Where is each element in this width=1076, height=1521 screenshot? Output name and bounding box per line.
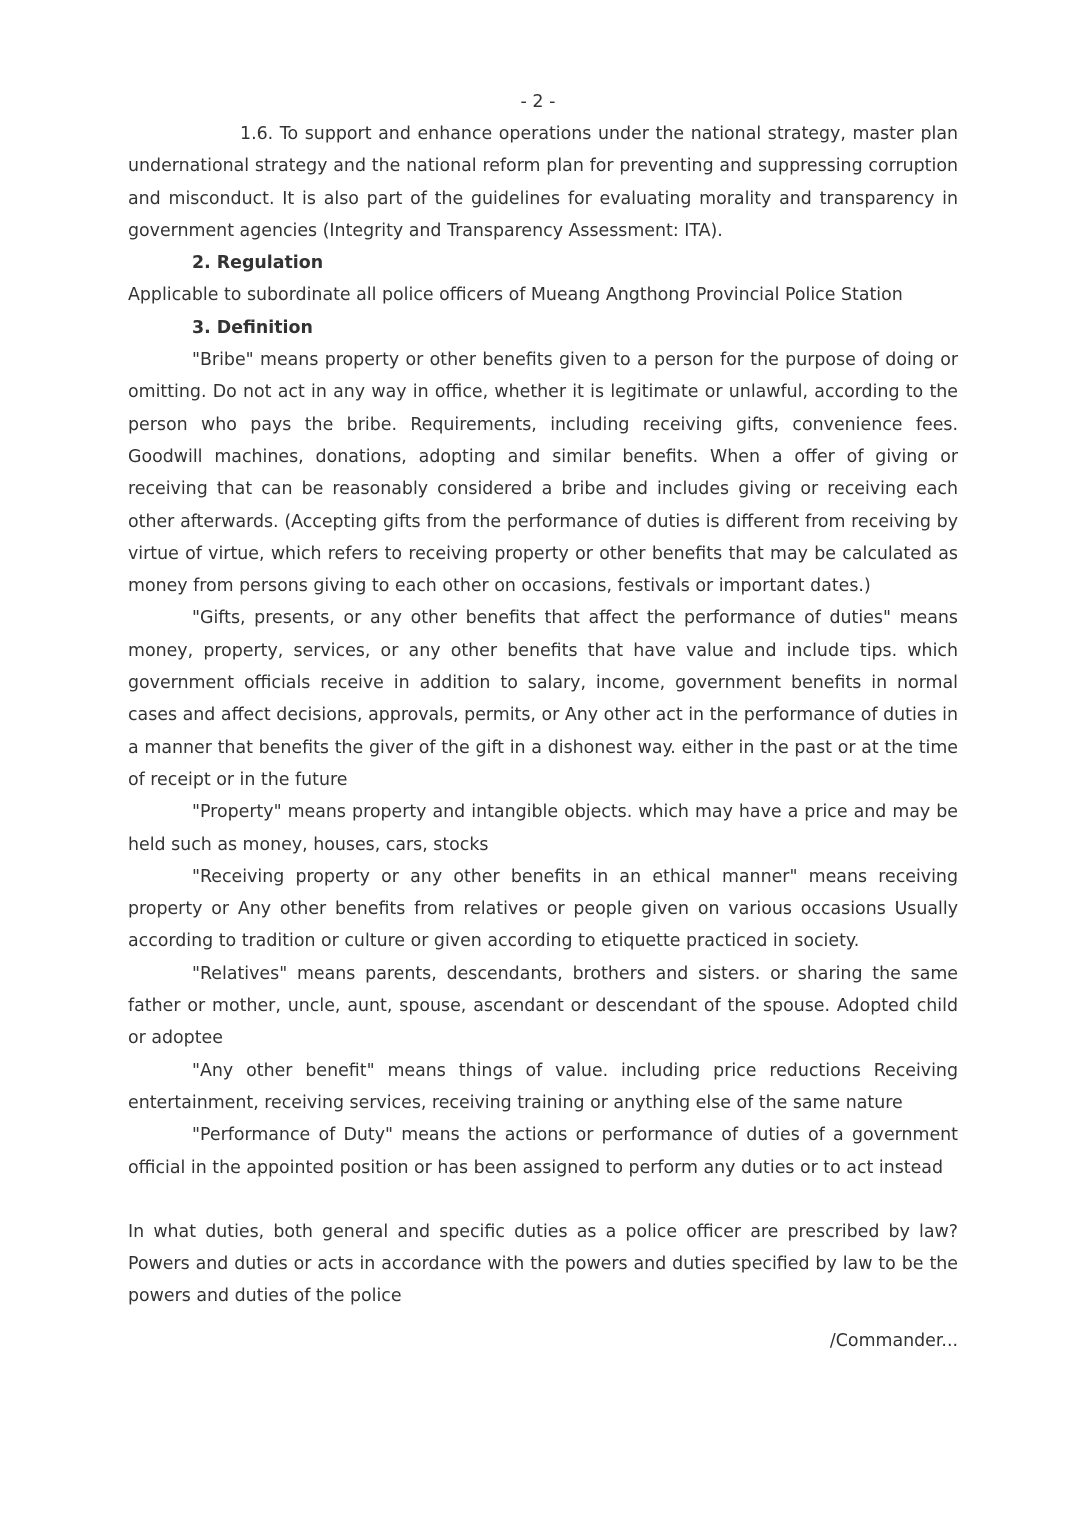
definition-relatives: "Relatives" means parents, descendants, brothers and sisters. or sharing the same father or mother, uncle, aunt, spouse, ascendant or descendant of the spouse. Adopted child or adoptee bbox=[128, 963, 958, 1049]
section-1-6-paragraph: 1.6. To support and enhance operations under the national strategy, master plan undernational strategy and the national reform plan for preventing and suppressing corruption and misconduct. It is also part of the guidelines for evaluating morality and transparency in government agencies (Integrity and Transparency Assessment: ITA). bbox=[128, 124, 958, 241]
definition-bribe: "Bribe" means property or other benefits given to a person for the purpose of doing or omitting. Do not act in any way in office, whether it is legitimate or unlawful, according to the person who pays the bribe. Requirements, including receiving gifts, convenience fees. Goodwill machines, donations, adopting and similar benefits. When a offer of giving or receiving that can be reasonably considered a bribe and includes giving or receiving each other afterwards. (Accepting gifts from the performance of duties is different from receiving by virtue of virtue, which refers to receiving property or other benefits that may be calculated as money from persons giving to each other on occasions, festivals or important dates.) bbox=[128, 350, 958, 597]
definition-receiving-ethical: "Receiving property or any other benefits in an ethical manner" means receiving property or Any other benefits from relatives or people given on various occasions Usually according to tradition or culture or given according to etiquette practiced in society. bbox=[128, 866, 958, 952]
definition-performance-of-duty: "Performance of Duty" means the actions or performance of duties of a government official in the appointed position or has been assigned to perform any duties or to act instead bbox=[128, 1125, 958, 1178]
paragraph-gap bbox=[128, 1184, 958, 1216]
definition-gifts: "Gifts, presents, or any other benefits that affect the performance of duties" means money, property, services, or any other benefits that have value and include tips. which government officials receive in addition to salary, income, government benefits in normal cases and affect decisions, approvals, permits, or Any other act in the performance of duties in a manner that benefits the giver of the gift in a dishonest way. either in the past or at the time of receipt or in the future bbox=[128, 608, 958, 790]
heading-regulation: 2. Regulation bbox=[192, 253, 324, 274]
continuation-marker: /Commander... bbox=[829, 1330, 958, 1351]
closing-paragraph: In what duties, both general and specific duties as a police officer are prescribed by law? Powers and duties or acts in accordance with the powers and duties specified by law to be the powers and duties of the police bbox=[128, 1221, 958, 1307]
definition-any-other-benefit: "Any other benefit" means things of value. including price reductions Receiving entertainment, receiving services, receiving training or anything else of the same nature bbox=[128, 1060, 958, 1113]
page-number: - 2 - bbox=[520, 92, 556, 112]
document-body bbox=[128, 118, 958, 1357]
regulation-text: Applicable to subordinate all police officers of Mueang Angthong Provincial Police Station bbox=[128, 285, 903, 306]
definition-property: "Property" means property and intangible objects. which may have a price and may be held such as money, houses, cars, stocks bbox=[128, 802, 958, 855]
heading-definition: 3. Definition bbox=[192, 317, 313, 338]
